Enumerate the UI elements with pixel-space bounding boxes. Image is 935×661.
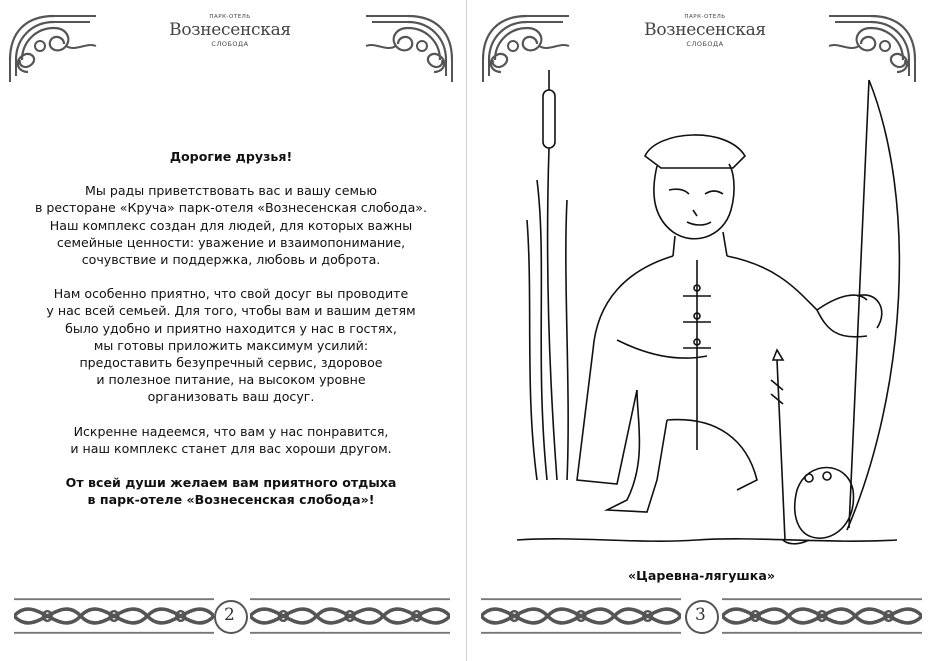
bottom-right-ornament-band: [722, 592, 922, 640]
logo-top-text: ПАРК-ОТЕЛЬ: [684, 14, 726, 20]
frog-illustration: [783, 468, 854, 544]
bottom-left-ornament-band: [481, 592, 681, 640]
logo-bottom-text: СЛОБОДА: [211, 40, 249, 48]
prince-figure-illustration: [577, 135, 882, 512]
right-page: [466, 0, 935, 661]
illustration-caption: «Царевна-лягушка»: [628, 568, 775, 583]
bow-illustration: [847, 80, 899, 530]
page-number-left: 2: [224, 605, 235, 625]
ground-illustration: [517, 539, 897, 541]
letter-paragraph-1: Мы рады приветствовать вас и вашу семью в ресторане «Круча» парк-отеля «Вознесенская слобода». Наш комплекс создан для людей, для которых важны семейные ценности: уважение и взаимопонимание, сочувствие и поддержка, любовь и доброта.: [34, 183, 428, 268]
logo-bottom-text: СЛОБОДА: [686, 40, 724, 48]
welcome-letter: [15, 148, 447, 525]
logo-main-text: Вознесенская: [644, 20, 766, 40]
bottom-right-ornament-band: [250, 592, 450, 640]
logo-top-text: ПАРК-ОТЕЛЬ: [209, 14, 251, 20]
left-page: [0, 0, 462, 661]
logo-main-text: Вознесенская: [169, 20, 291, 40]
letter-heading: Дорогие друзья!: [169, 149, 293, 164]
letter-closing: От всей души желаем вам приятного отдыха в парк-отеле «Вознесенская слобода»!: [65, 475, 397, 508]
arrow-illustration: [771, 350, 785, 540]
top-right-ornament: [356, 12, 456, 82]
bottom-left-ornament-band: [14, 592, 214, 640]
hotel-logo: [635, 14, 775, 48]
hotel-logo: [160, 14, 300, 48]
coloring-illustration: [497, 60, 907, 560]
top-left-ornament: [6, 12, 106, 82]
letter-paragraph-3: Искренне надеемся, что вам у нас понравится, и наш комплекс станет для вас хороши другом.: [70, 423, 392, 456]
letter-paragraph-2: Нам особенно приятно, что свой досуг вы проводите у нас всей семьей. Для того, чтобы вам и вашим детям было удобно и приятно находится у нас в гостях, мы готовы приложить максимум усилий: предоставить безупречный сервис, здоровое и полезное питание, на высоком уровне организовать ваш досуг.: [46, 286, 416, 405]
cattail-reed-illustration: [527, 70, 568, 480]
page-number-right: 3: [695, 605, 706, 625]
